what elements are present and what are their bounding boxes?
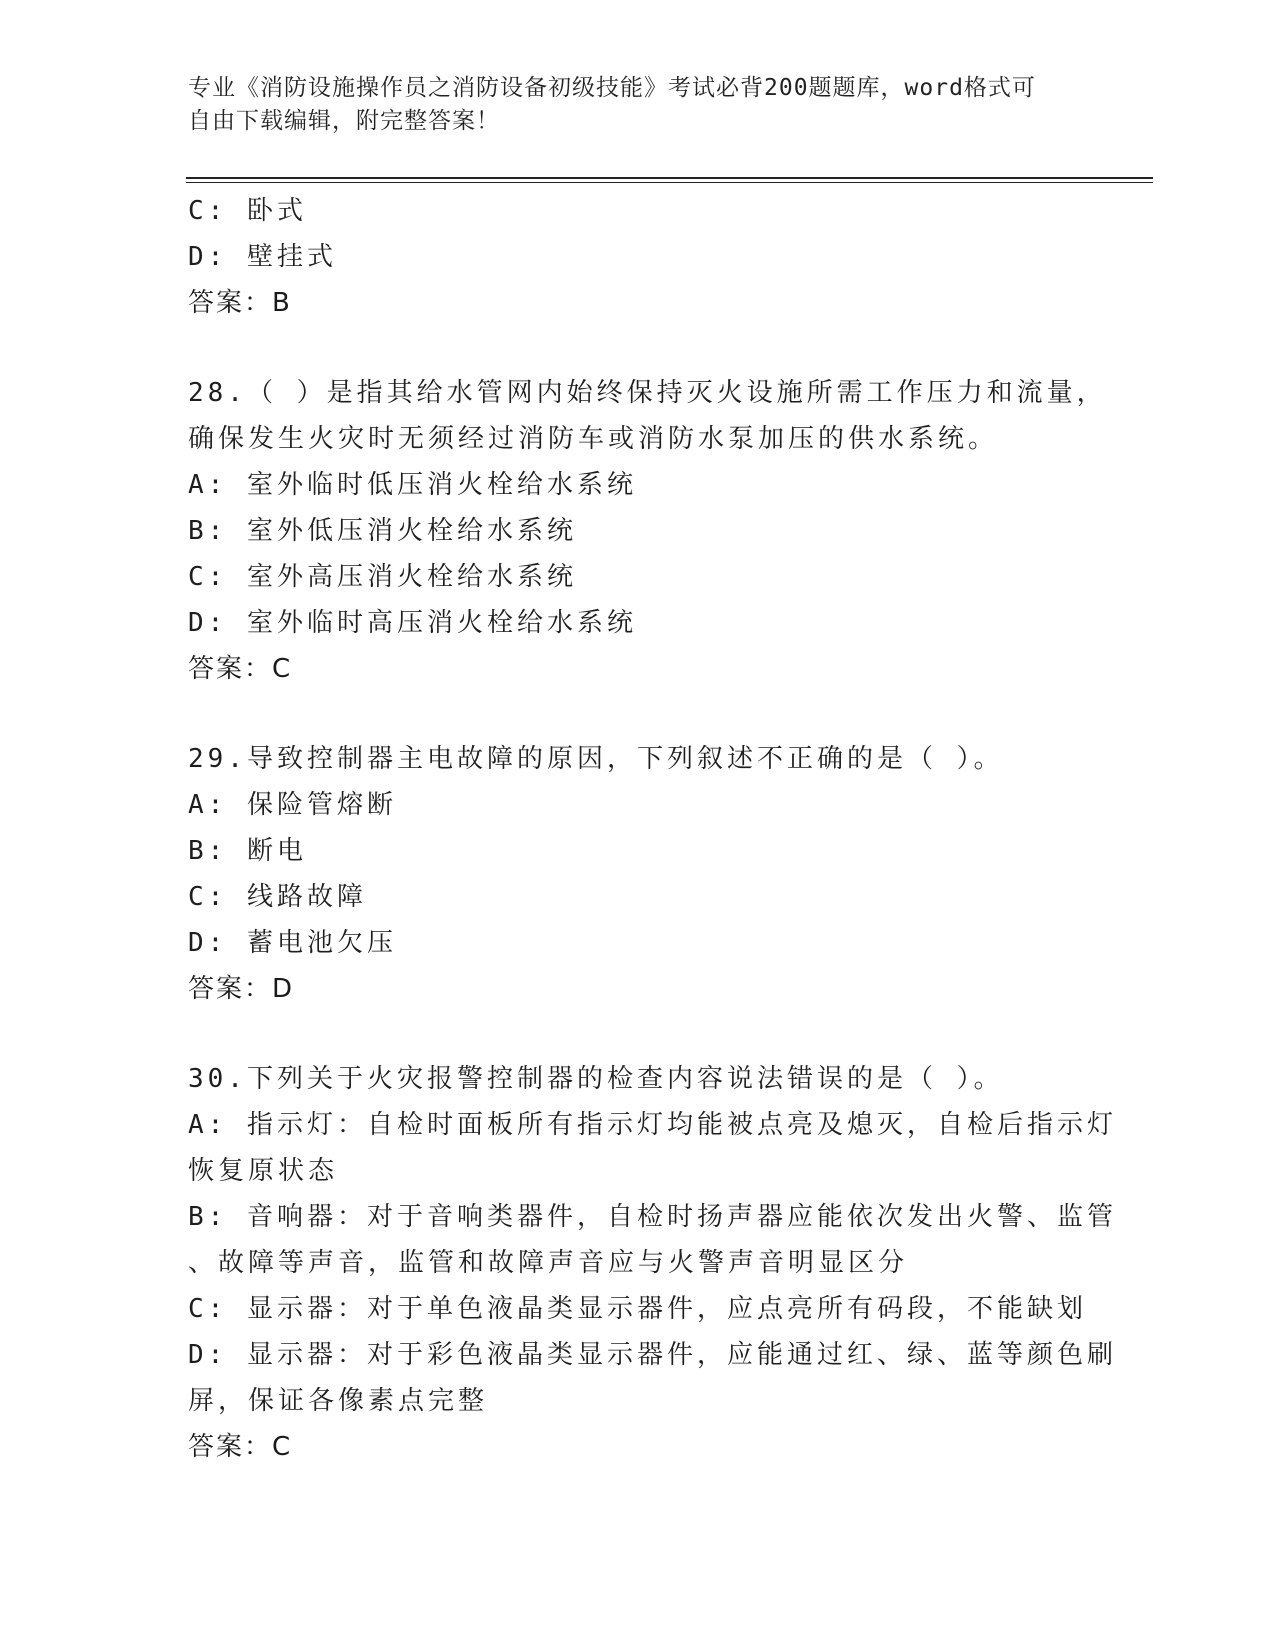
header-divider-thick [186, 177, 1153, 179]
question-28 [188, 370, 1107, 692]
option-a: A: 室外临时低压消火栓给水系统 [188, 470, 637, 500]
header-title-line-2: 自由下载编辑，附完整答案！ [188, 108, 500, 134]
question-27 [188, 188, 1088, 326]
option-a-line-1: A: 指示灯：自检时面板所有指示灯均能被点亮及熄灭，自检后指示灯 [188, 1110, 1117, 1140]
option-b: B: 室外低压消火栓给水系统 [188, 516, 577, 546]
option-d: D: 室外临时高压消火栓给水系统 [188, 608, 637, 638]
option-b: B: 断电 [188, 836, 307, 866]
option-d: D: 壁挂式 [188, 242, 337, 272]
question-stem-line-2: 确保发生火灾时无须经过消防车或消防水泵加压的供水系统。 [188, 424, 999, 454]
question-stem: 29.导致控制器主电故障的原因，下列叙述不正确的是（ ）。 [188, 744, 1004, 774]
question-30 [188, 1056, 1117, 1470]
option-d: D: 蓄电池欠压 [188, 928, 397, 958]
page-header [188, 72, 1088, 138]
question-list [188, 188, 1117, 1470]
answer: 答案：C [188, 1432, 293, 1462]
spacer [188, 1012, 1088, 1056]
header-divider-thin [186, 182, 1153, 183]
answer: 答案：B [188, 288, 292, 318]
question-stem-line-1: 28.（ ）是指其给水管网内始终保持灭火设施所需工作压力和流量， [188, 378, 1107, 408]
option-c: C: 显示器：对于单色液晶类显示器件，应点亮所有码段，不能缺划 [188, 1294, 1087, 1324]
spacer [188, 692, 1088, 736]
spacer [188, 326, 1088, 370]
option-c: C: 卧式 [188, 196, 307, 226]
option-b-line-1: B: 音响器：对于音响类器件，自检时扬声器应能依次发出火警、监管 [188, 1202, 1117, 1232]
option-a: A: 保险管熔断 [188, 790, 397, 820]
option-a-line-2: 恢复原状态 [188, 1156, 339, 1186]
option-d-line-2: 屏，保证各像素点完整 [188, 1386, 489, 1416]
option-d-line-1: D: 显示器：对于彩色液晶类显示器件，应能通过红、绿、蓝等颜色刷 [188, 1340, 1117, 1370]
header-title-line-1: 专业《消防设施操作员之消防设备初级技能》考试必背200题题库，word格式可 [188, 75, 1036, 101]
question-29 [188, 736, 1088, 1012]
answer: 答案：C [188, 654, 293, 684]
answer: 答案：D [188, 974, 295, 1004]
option-c: C: 线路故障 [188, 882, 367, 912]
option-c: C: 室外高压消火栓给水系统 [188, 562, 577, 592]
option-b-line-2: 、故障等声音，监管和故障声音应与火警声音明显区分 [188, 1248, 909, 1278]
question-stem: 30.下列关于火灾报警控制器的检查内容说法错误的是（ ）。 [188, 1064, 1004, 1094]
